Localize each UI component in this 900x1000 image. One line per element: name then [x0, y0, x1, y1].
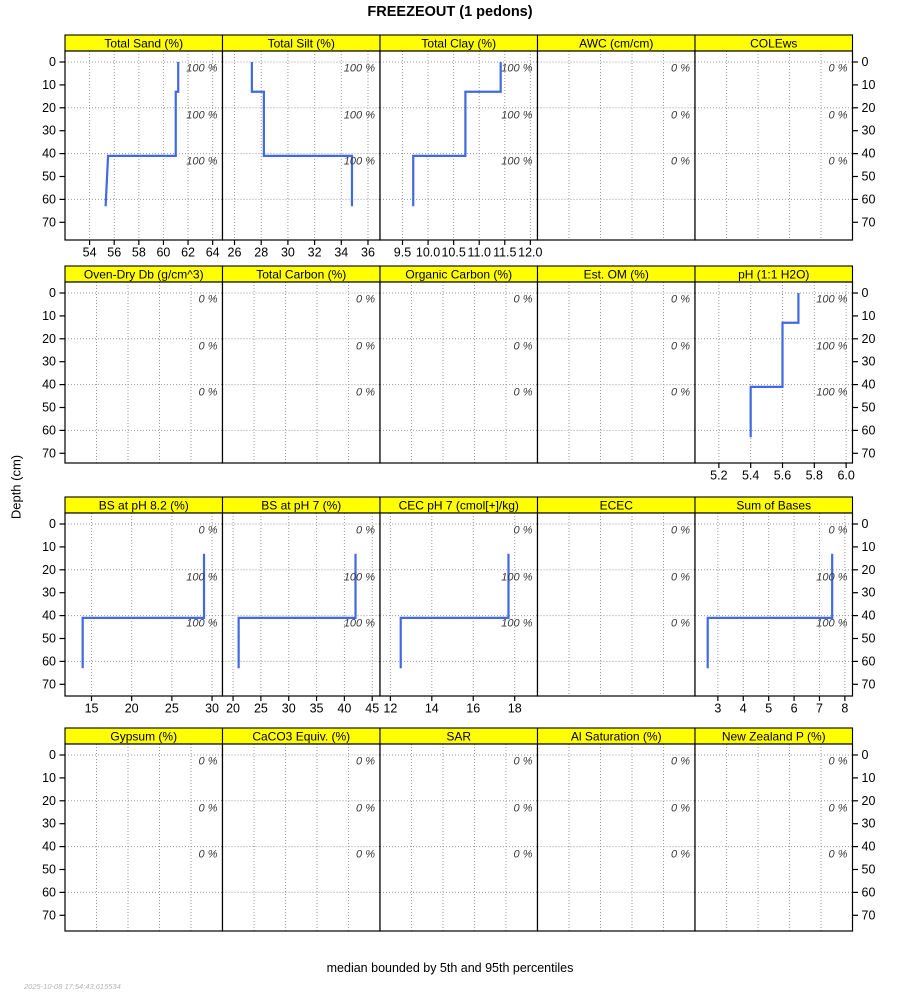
x-tick-label: 5: [765, 701, 773, 716]
depth-tick-label: 70: [861, 908, 876, 923]
panel-strip-title: pH (1:1 H2O): [738, 267, 810, 282]
contributing-fraction-label: 0 %: [513, 340, 533, 353]
depth-tick-label: 40: [42, 608, 56, 623]
panel-strip-title: COLEws: [750, 36, 798, 51]
panel-plot-area: [380, 282, 538, 463]
x-tick-label: 5.6: [773, 468, 792, 483]
panel-plot-area: [538, 51, 696, 240]
contributing-fraction-label: 0 %: [828, 155, 848, 168]
depth-tick-label: 40: [861, 608, 876, 623]
contributing-fraction-label: 100 %: [816, 617, 848, 630]
panel-strip-title: Total Sand (%): [104, 36, 184, 51]
panel-strip-title: BS at pH 7 (%): [261, 498, 342, 513]
x-tick-label: 25: [253, 701, 268, 716]
contributing-fraction-label: 0 %: [356, 293, 375, 306]
panel-plot-area: [65, 744, 223, 931]
depth-tick-label: 40: [861, 146, 876, 161]
x-tick-label: 30: [280, 245, 295, 260]
depth-axis-label: Depth (cm): [8, 454, 24, 520]
depth-tick-label: 70: [42, 446, 56, 461]
contributing-fraction-label: 100 %: [501, 155, 533, 168]
panel-plot-area: [695, 51, 853, 240]
contributing-fraction-label: 100 %: [343, 571, 375, 584]
panel-strip-title: Total Clay (%): [421, 36, 497, 51]
depth-tick-label: 60: [42, 654, 56, 669]
contributing-fraction-label: 0 %: [513, 848, 533, 861]
x-tick-label: 4: [739, 701, 747, 716]
x-tick-label: 9.5: [393, 245, 412, 260]
depth-tick-label: 60: [42, 885, 56, 900]
contributing-fraction-label: 0 %: [198, 386, 218, 399]
panel-strip-title: Total Carbon (%): [256, 267, 347, 282]
panel-strip-title: BS at pH 8.2 (%): [98, 498, 189, 513]
contributing-fraction-label: 0 %: [513, 755, 533, 768]
panel-plot-area: [380, 51, 538, 240]
panel-plot-area: [380, 513, 538, 696]
panel-strip-title: Oven-Dry Db (g/cm^3): [83, 267, 204, 282]
depth-tick-label: 70: [42, 215, 56, 230]
depth-tick-label: 50: [42, 631, 56, 646]
contributing-fraction-label: 0 %: [356, 524, 375, 537]
contributing-fraction-label: 100 %: [186, 155, 218, 168]
contributing-fraction-label: 0 %: [356, 848, 375, 861]
contributing-fraction-label: 0 %: [671, 755, 690, 768]
panel-plot-area: [380, 744, 538, 931]
contributing-fraction-label: 0 %: [513, 293, 533, 306]
depth-tick-label: 70: [42, 908, 56, 923]
contributing-fraction-label: 0 %: [671, 386, 690, 399]
x-tick-label: 12: [383, 701, 398, 716]
x-tick-label: 32: [307, 245, 322, 260]
depth-tick-label: 40: [861, 377, 876, 392]
contributing-fraction-label: 100 %: [343, 617, 375, 630]
panel-strip-title: ECEC: [599, 498, 633, 513]
panel-strip-title: Organic Carbon (%): [405, 267, 513, 282]
contributing-fraction-label: 100 %: [501, 571, 533, 584]
depth-tick-label: 60: [42, 192, 56, 207]
contributing-fraction-label: 0 %: [198, 848, 218, 861]
x-tick-label: 12.0: [518, 245, 543, 260]
depth-tick-label: 30: [42, 816, 56, 831]
depth-tick-label: 30: [42, 585, 56, 600]
depth-tick-label: 40: [42, 377, 56, 392]
depth-tick-label: 20: [42, 331, 56, 346]
contributing-fraction-label: 0 %: [671, 571, 690, 584]
depth-tick-label: 70: [861, 446, 876, 461]
depth-tick-label: 40: [42, 146, 56, 161]
x-tick-label: 30: [281, 701, 296, 716]
x-tick-label: 40: [337, 701, 352, 716]
contributing-fraction-label: 0 %: [671, 802, 690, 815]
contributing-fraction-label: 0 %: [513, 802, 533, 815]
depth-tick-label: 60: [861, 192, 876, 207]
x-tick-label: 54: [82, 245, 97, 260]
x-tick-label: 11.5: [493, 245, 517, 260]
panel-strip-title: SAR: [446, 729, 472, 744]
depth-tick-label: 10: [42, 308, 56, 323]
x-tick-label: 16: [466, 701, 481, 716]
contributing-fraction-label: 0 %: [198, 524, 218, 537]
contributing-fraction-label: 0 %: [198, 755, 218, 768]
panel-strip-title: Total Silt (%): [267, 36, 335, 51]
depth-tick-label: 60: [861, 885, 876, 900]
depth-tick-label: 10: [42, 539, 56, 554]
contributing-fraction-label: 100 %: [186, 571, 218, 584]
contributing-fraction-label: 100 %: [343, 109, 375, 122]
contributing-fraction-label: 0 %: [198, 293, 218, 306]
contributing-fraction-label: 100 %: [816, 386, 848, 399]
panel-plot-area: [65, 51, 223, 240]
x-tick-label: 14: [424, 701, 439, 716]
x-tick-label: 6.0: [837, 468, 855, 483]
depth-tick-label: 0: [861, 55, 869, 69]
depth-tick-label: 50: [861, 631, 876, 646]
figure-caption: median bounded by 5th and 95th percentiles: [326, 961, 574, 975]
x-tick-label: 60: [156, 245, 171, 260]
panel-plot-area: [538, 744, 696, 931]
contributing-fraction-label: 100 %: [186, 109, 218, 122]
depth-tick-label: 30: [861, 816, 876, 831]
contributing-fraction-label: 0 %: [356, 802, 375, 815]
contributing-fraction-label: 0 %: [828, 848, 848, 861]
contributing-fraction-label: 0 %: [513, 386, 533, 399]
x-tick-label: 15: [84, 701, 99, 716]
contributing-fraction-label: 0 %: [671, 109, 690, 122]
depth-tick-label: 20: [861, 331, 876, 346]
contributing-fraction-label: 0 %: [828, 524, 848, 537]
x-tick-label: 34: [334, 245, 349, 260]
x-tick-label: 35: [309, 701, 324, 716]
x-tick-label: 20: [124, 701, 139, 716]
depth-tick-label: 20: [861, 562, 876, 577]
x-tick-label: 8: [841, 701, 849, 716]
x-tick-label: 45: [365, 701, 380, 716]
depth-tick-label: 30: [861, 585, 876, 600]
depth-tick-label: 70: [861, 677, 876, 692]
contributing-fraction-label: 100 %: [816, 340, 848, 353]
depth-tick-label: 20: [42, 793, 56, 808]
depth-tick-label: 20: [861, 793, 876, 808]
contributing-fraction-label: 0 %: [828, 755, 848, 768]
x-tick-label: 3: [714, 701, 722, 716]
x-tick-label: 25: [164, 701, 179, 716]
contributing-fraction-label: 0 %: [513, 524, 533, 537]
depth-tick-label: 60: [861, 423, 876, 438]
depth-tick-label: 0: [861, 286, 869, 300]
x-tick-label: 28: [254, 245, 269, 260]
depth-tick-label: 30: [861, 123, 876, 138]
depth-tick-label: 10: [861, 77, 876, 92]
contributing-fraction-label: 0 %: [198, 802, 218, 815]
x-tick-label: 10.0: [415, 245, 441, 260]
depth-tick-label: 20: [42, 100, 56, 115]
panel-strip-title: AWC (cm/cm): [579, 36, 654, 51]
panel-plot-area: [695, 513, 853, 696]
contributing-fraction-label: 0 %: [356, 755, 375, 768]
depth-tick-label: 60: [861, 654, 876, 669]
depth-tick-label: 40: [861, 839, 876, 854]
depth-tick-label: 60: [42, 423, 56, 438]
depth-tick-label: 30: [861, 354, 876, 369]
panel-strip-title: Al Saturation (%): [570, 729, 662, 744]
panel-plot-area: [538, 513, 696, 696]
panel-strip-title: Est. OM (%): [583, 267, 649, 282]
x-tick-label: 64: [205, 245, 220, 260]
depth-tick-label: 10: [861, 770, 876, 785]
x-tick-label: 5.4: [741, 468, 760, 483]
panel-plot-area: [65, 282, 223, 463]
panel-plot-area: [65, 513, 223, 696]
contributing-fraction-label: 0 %: [671, 848, 690, 861]
x-tick-label: 36: [361, 245, 375, 260]
x-tick-label: 11.0: [467, 245, 491, 260]
x-tick-label: 26: [227, 245, 242, 260]
depth-tick-label: 20: [42, 562, 56, 577]
contributing-fraction-label: 100 %: [343, 155, 375, 168]
panel-strip-title: Gypsum (%): [110, 729, 178, 744]
x-tick-label: 6: [790, 701, 798, 716]
depth-tick-label: 0: [49, 517, 56, 531]
depth-tick-label: 0: [861, 517, 869, 531]
panel-strip-title: CEC pH 7 (cmol[+]/kg): [398, 498, 519, 513]
depth-tick-label: 50: [861, 169, 876, 184]
contributing-fraction-label: 100 %: [343, 62, 375, 75]
contributing-fraction-label: 0 %: [671, 617, 690, 630]
depth-tick-label: 10: [861, 539, 876, 554]
panel-plot-area: [223, 744, 381, 931]
x-tick-label: 18: [507, 701, 522, 716]
contributing-fraction-label: 0 %: [671, 62, 690, 75]
depth-tick-label: 50: [42, 400, 56, 415]
depth-tick-label: 40: [42, 839, 56, 854]
x-tick-label: 7: [815, 701, 823, 716]
depth-tick-label: 50: [861, 400, 876, 415]
panel-strip-title: New Zealand P (%): [721, 729, 826, 744]
panel-plot-area: [538, 282, 696, 463]
x-tick-label: 5.2: [710, 468, 728, 483]
depth-tick-label: 0: [861, 748, 869, 762]
x-tick-label: 62: [181, 245, 195, 260]
depth-tick-label: 10: [42, 770, 56, 785]
contributing-fraction-label: 0 %: [828, 62, 848, 75]
depth-tick-label: 0: [49, 286, 56, 300]
contributing-fraction-label: 0 %: [671, 155, 690, 168]
contributing-fraction-label: 100 %: [501, 109, 533, 122]
contributing-fraction-label: 100 %: [186, 617, 218, 630]
panel-strip-title: Sum of Bases: [736, 498, 812, 513]
contributing-fraction-label: 0 %: [671, 524, 690, 537]
depth-tick-label: 20: [861, 100, 876, 115]
depth-tick-label: 10: [42, 77, 56, 92]
depth-tick-label: 50: [42, 169, 56, 184]
depth-tick-label: 10: [861, 308, 876, 323]
contributing-fraction-label: 0 %: [828, 802, 848, 815]
contributing-fraction-label: 100 %: [816, 293, 848, 306]
x-tick-label: 20: [226, 701, 241, 716]
depth-tick-label: 50: [42, 862, 56, 877]
depth-tick-label: 30: [42, 123, 56, 138]
contributing-fraction-label: 0 %: [671, 340, 690, 353]
x-tick-label: 30: [205, 701, 220, 716]
page-title: FREEZEOUT (1 pedons): [367, 4, 533, 20]
contributing-fraction-label: 100 %: [186, 62, 218, 75]
contributing-fraction-label: 0 %: [356, 386, 375, 399]
depth-tick-label: 70: [42, 677, 56, 692]
depth-tick-label: 30: [42, 354, 56, 369]
depth-tick-label: 50: [861, 862, 876, 877]
panel-strip-title: CaCO3 Equiv. (%): [252, 729, 351, 744]
contributing-fraction-label: 100 %: [816, 571, 848, 584]
x-tick-label: 56: [107, 245, 122, 260]
contributing-fraction-label: 100 %: [501, 617, 533, 630]
contributing-fraction-label: 100 %: [501, 62, 533, 75]
contributing-fraction-label: 0 %: [671, 293, 690, 306]
depth-tick-label: 0: [49, 55, 56, 69]
x-tick-label: 58: [131, 245, 146, 260]
x-tick-label: 5.8: [805, 468, 824, 483]
depth-tick-label: 70: [861, 215, 876, 230]
x-tick-label: 10.5: [441, 245, 466, 260]
panel-plot-area: [223, 282, 381, 463]
timestamp: 2025-10-08 17:54:43.615534: [24, 982, 121, 991]
contributing-fraction-label: 0 %: [198, 340, 218, 353]
depth-tick-label: 0: [49, 748, 56, 762]
contributing-fraction-label: 0 %: [828, 109, 848, 122]
contributing-fraction-label: 0 %: [356, 340, 375, 353]
panel-plot-area: [695, 744, 853, 931]
panel-plot-area: [223, 51, 381, 240]
